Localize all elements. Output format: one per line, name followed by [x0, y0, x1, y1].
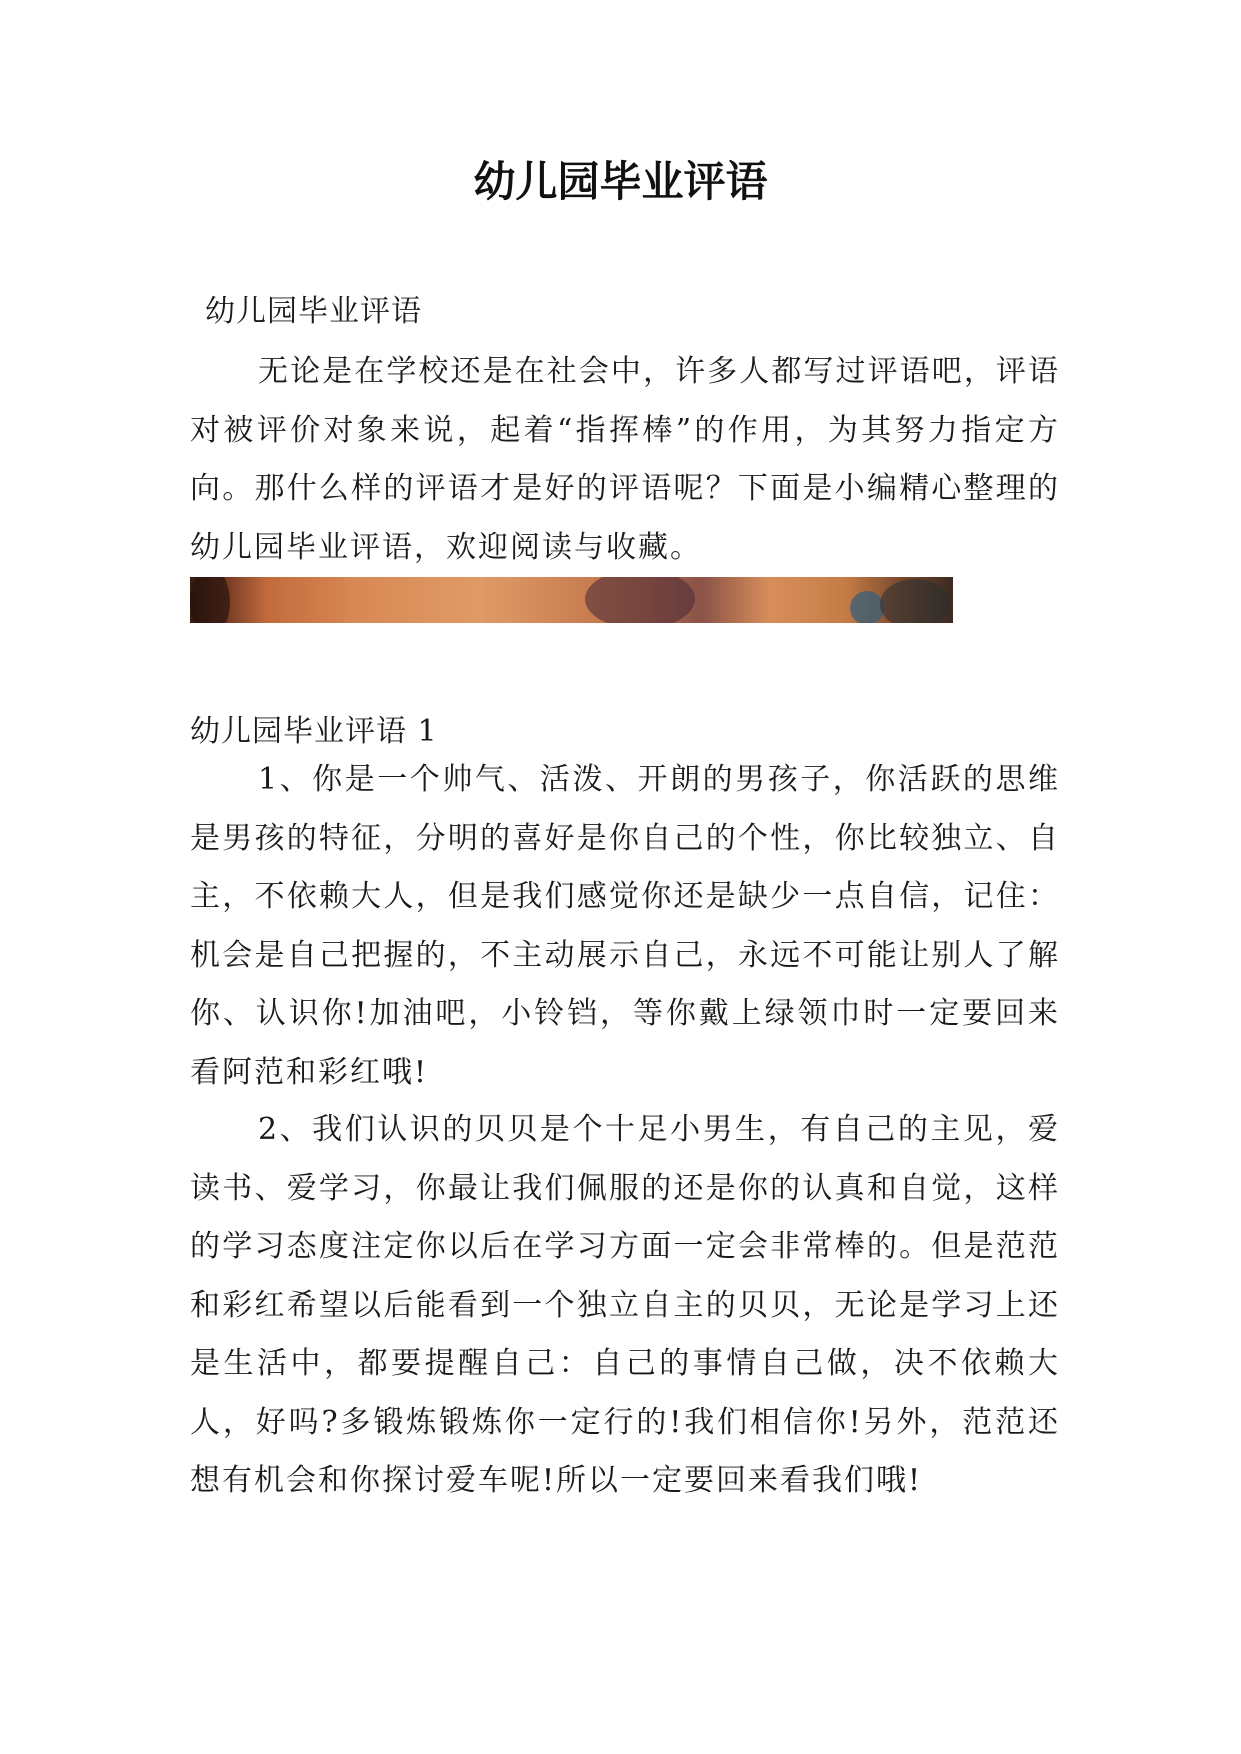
page-title: 幼儿园毕业评语: [473, 157, 768, 206]
photo-shadow-right: [880, 579, 950, 623]
photo-shadow-center: [585, 577, 695, 623]
section-heading: 幼儿园毕业评语 1: [190, 714, 438, 749]
photo-blue-object: [850, 591, 884, 623]
comment-item-1: 1、你是一个帅气、活泼、开朗的男孩子，你活跃的思维是男孩的特征，分明的喜好是你自己的个性，你比较独立、自主，不依赖大人，但是我们感觉你还是缺少一点自信，记住：机会是自己把握的，不主动展示自己，永远不可能让别人了解你、认识你!加油吧，小铃铛，等你戴上绿领巾时一定要回来看阿范和彩红哦!: [190, 762, 1060, 1090]
document-subtitle: 幼儿园毕业评语: [205, 294, 422, 329]
cropped-photo-banner: [190, 577, 953, 623]
photo-shadow-left: [190, 577, 230, 623]
comment-item-2: 2、我们认识的贝贝是个十足小男生，有自己的主见，爱读书、爱学习，你最让我们佩服的还是你的认真和自觉，这样的学习态度注定你以后在学习方面一定会非常棒的。但是范范和彩红希望以后能看到一个独立自主的贝贝，无论是学习上还是生活中，都要提醒自己：自己的事情自己做，决不依赖大人，好吗?多锻炼锻炼你一定行的!我们相信你!另外，范范还想有机会和你探讨爱车呢!所以一定要回来看我们哦!: [190, 1112, 1060, 1498]
intro-paragraph: 无论是在学校还是在社会中，许多人都写过评语吧，评语对被评价对象来说，起着“指挥棒”的作用，为其努力指定方向。那什么样的评语才是好的评语呢？下面是小编精心整理的幼儿园毕业评语，欢迎阅读与收藏。: [190, 354, 1060, 565]
